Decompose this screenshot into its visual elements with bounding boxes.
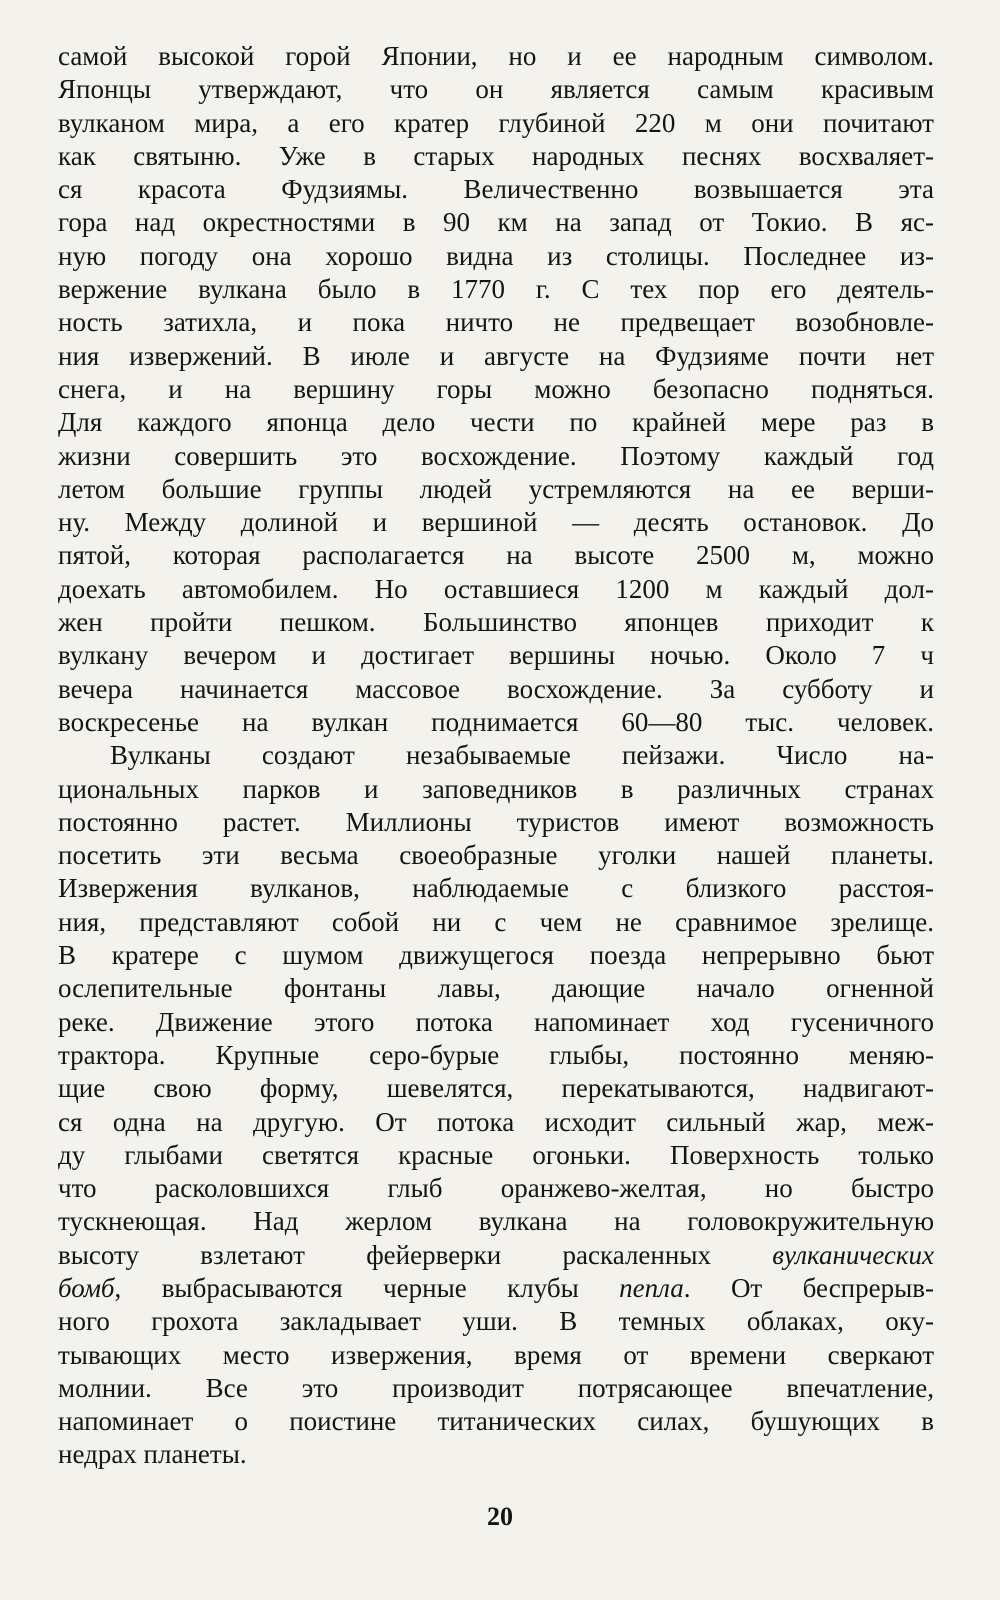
text-line: посетить эти весьма своеобразные уголки нашей планеты. [58,840,934,871]
text-line: Вулканы создают незабываемые пейзажи. Число на- [110,740,934,771]
text-line: тывающих место извержения, время от времени сверкают [58,1339,934,1370]
text-line: ся красота Фудзиямы. Величественно возвышается эта [58,174,934,205]
text-line: самой высокой горой Японии, но и ее народным символом. [58,41,934,71]
text-line: В кратере с шумом движущегося поезда непрерывно бьют [58,940,934,971]
text-line: трактора. Крупные серо-бурые глыбы, постоянно меняю- [58,1039,934,1070]
italic-term: пепла [619,1272,684,1303]
italic-term: бомб [58,1272,115,1303]
text-line: жизни совершить это восхождение. Поэтому каждый год [58,440,934,471]
italic-term: вулканических [772,1239,934,1270]
text-line: ся одна на другую. От потока исходит сильный жар, меж- [58,1106,934,1137]
text-line: вулкану вечером и достигает вершины ночью. Около 7 ч [58,640,934,671]
text-line: ность затихла, и пока ничто не предвещает возобновле- [58,307,934,338]
text-line: пятой, которая располагается на высоте 2500 м, можно [58,540,934,571]
text-line: ного грохота закладывает уши. В темных облаках, оку- [58,1306,934,1337]
text-run: высоту взлетают фейерверки раскаленных [58,1239,773,1270]
text-line: тускнеющая. Над жерлом вулкана на головокружительную [58,1206,934,1237]
text-line: вержение вулкана было в 1770 г. С тех пор его деятель- [58,274,934,305]
text-line: циональных парков и заповедников в различных странах [58,773,934,804]
text-run: , выбрасываются черные клубы [114,1272,620,1303]
text-line: вулканом мира, а его кратер глубиной 220 м они почитают [58,107,934,138]
text-line: ния извержений. В июле и августе на Фудзияме почти нет [58,340,934,371]
text-line: напоминает о поистине титанических силах, бушующих в [58,1406,934,1437]
paragraph-1 [58,40,934,739]
text-line: как святыню. Уже в старых народных песнях восхваляет- [58,140,934,171]
text-line: гора над окрестностями в 90 км на запад от Токио. В яс- [58,207,934,238]
text-run: . От беспрерыв- [683,1272,934,1303]
text-line: что расколовшихся глыб оранжево-желтая, но быстро [58,1173,934,1204]
text-line: Извержения вулканов, наблюдаемые с близкого расстоя- [58,873,934,904]
text-line-with-italic [58,1239,934,1272]
text-line: Для каждого японца дело чести по крайней мере раз в [58,407,934,438]
text-line: снега, и на вершину горы можно безопасно подняться. [58,373,934,404]
text-line: воскресенье на вулкан поднимается 60—80 тыс. человек. [58,706,934,737]
text-line-with-italic [58,1272,934,1305]
text-line: реке. Движение этого потока напоминает ход гусеничного [58,1006,934,1037]
text-line: ослепительные фонтаны лавы, дающие начало огненной [58,973,934,1004]
text-line: вечера начинается массовое восхождение. За субботу и [58,673,934,704]
text-line: постоянно растет. Миллионы туристов имеют возможность [58,806,934,837]
text-line: щие свою форму, шевелятся, перекатываются, надвигают- [58,1073,934,1104]
text-line: молнии. Все это производит потрясающее впечатление, [58,1372,934,1403]
text-line: летом большие группы людей устремляются на ее верши- [58,473,934,504]
text-line: Японцы утверждают, что он является самым красивым [58,74,934,105]
body-text [58,40,934,1472]
text-line: жен пройти пешком. Большинство японцев приходит к [58,607,934,638]
text-line: ния, представляют собой ни с чем не сравнимое зрелище. [58,906,934,937]
text-line: недрах планеты. [58,1439,247,1470]
text-line: доехать автомобилем. Но оставшиеся 1200 м каждый дол- [58,573,934,604]
paragraph-2 [58,739,934,1472]
text-line: ную погоду она хорошо видна из столицы. Последнее из- [58,240,934,271]
page-number: 20 [487,1502,513,1531]
text-line: ду глыбами светятся красные огоньки. Поверхность только [58,1139,934,1170]
text-line: ну. Между долиной и вершиной — десять остановок. До [58,507,934,538]
